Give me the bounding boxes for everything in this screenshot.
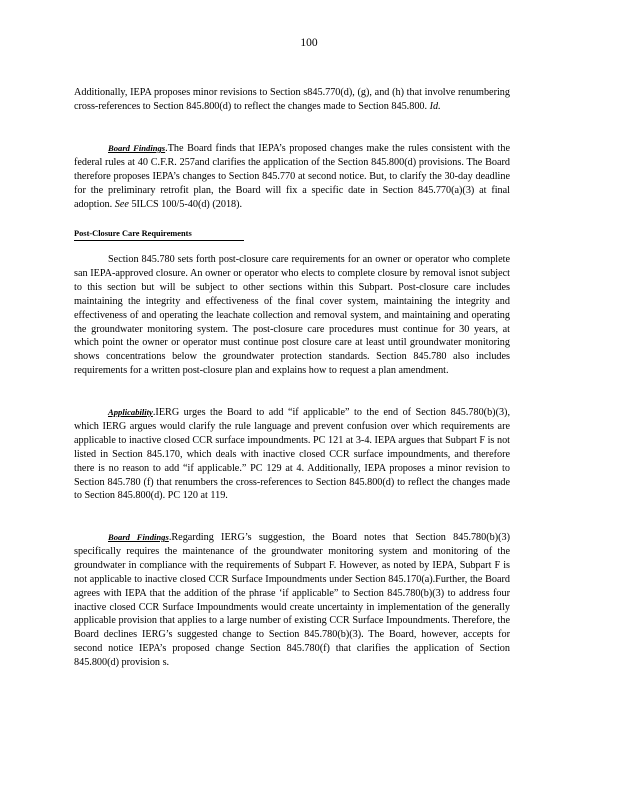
citation-text: 5ILCS 100/5-40(d) (2018). (131, 198, 243, 210)
paragraph-text: Section 845.780 sets forth post-closure care requirements for an owner or operator who complete san IEPA-approved closure. An owner or operator who elects to complete closure by removal isnot subject to this section but will be subject to other sections within this Subpart. Post-closure care includes maintaining the integrity and effectiveness of the final cover system, maintaining the integrity and effectiveness of and operating the leachate collection and removal system, and maintaining and operating the groundwater monitoring system. The post-closure care procedures must continue for 30 years, at which point the owner or operator must continue post closure care at least until groundwater monitoring shows concentrations below the groundwater protection standards. Section 845.780 also includes requirements for a written post-closure plan and explains how to request a plan amendment. (74, 254, 510, 377)
paragraph-text: Additionally, IEPA proposes minor revisions to Section s845.770(d), (g), and (h) that involve renumbering cross-references to Section 845.800(d) to reflect the changes made to Section 845.800. (74, 87, 510, 112)
citation: Id. (429, 100, 441, 112)
paragraph-board-findings-780 (74, 531, 510, 670)
paragraph-heading: Board Findings (108, 532, 169, 542)
page-number: 100 (300, 37, 318, 49)
citation-signal: See (114, 198, 129, 210)
paragraph-text: .IERG urges the Board to add “if applicable” to the end of Section 845.780(b)(3), which IERG argues would clarify the rule language and prevent confusion over which requirements are applicable to inactive closed CCR surface impoundments. PC 121 at 3-4. IEPA argues that Subpart F is not listed in Section 845.170, which deals with inactive closed CCR surface impoundments, and therefore there is no reason to add “if applicable.” PC 129 at 4. Additionally, IEPA proposes a minor revision to Section 845.780 (f) that renumbers the cross-references to Section 845.800(d) to reflect the changes made to Section 845.800(d). PC 120 at 119. (74, 407, 510, 502)
paragraph-post-closure-overview (74, 253, 510, 378)
paragraph-text: .Regarding IERG’s suggestion, the Board notes that Section 845.780(b)(3) specifically requires the maintenance of the groundwater monitoring system and monitoring of the groundwater in compliance with the requirements of Subpart F. However, as noted by IEPA, Subpart F is not applicable to inactive closed CCR Surface Impoundments under Section 845.170(a).Further, the Board agrees with IEPA that the addition of the phrase ‘if applicable” to Section 845.780(b)(3) to address four inactive closed CCR Surface Impoundments would create uncertainty in implementation of the generally applicable provision that applies to a large number of existing CCR Surface Impoundments. Therefore, the Board declines IERG’s suggested change to Section 845.780(b)(3). The Board, however, accepts for second notice IEPA’s proposed change Section 845.780(f) that clarifies the application of Section 845.800(d) provision s. (74, 532, 510, 669)
paragraph-additional-revisions (74, 86, 510, 114)
paragraph-board-findings-770 (74, 142, 510, 212)
paragraph-heading: Board Findings (108, 143, 166, 153)
section-heading: Post-Closure Care Requirements (74, 228, 244, 241)
paragraph-heading: Applicability (108, 407, 153, 417)
paragraph-text: .The Board finds that IEPA’s proposed changes make the rules consistent with the federal rules at 40 C.F.R. 257and clarifies the application of the Section 845.800(d) provisions. The Board therefore proposes IEPA’s changes to Section 845.770 at second notice. But, to clarify the 30-day deadline for the preliminary retrofit plan, the Board will fix a specific date in Section 845.770(a)(3) at final adoption. (74, 143, 510, 210)
paragraph-applicability (74, 406, 510, 503)
